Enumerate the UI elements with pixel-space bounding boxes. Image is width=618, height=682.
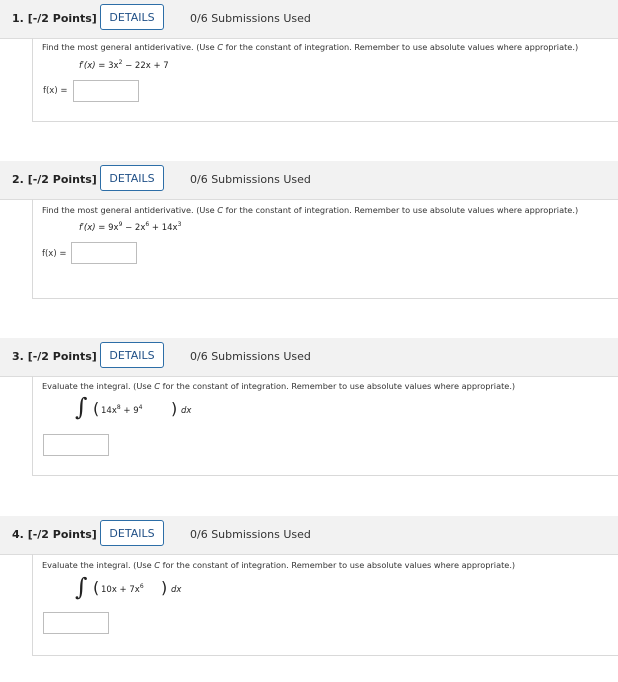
question-3-right-paren: ) (171, 399, 178, 418)
question-1-answer-label: f(x) = (43, 86, 68, 96)
question-4-submissions: 0/6 Submissions Used (190, 528, 311, 541)
question-1-submissions: 0/6 Submissions Used (190, 12, 311, 25)
question-3-dx: dx (181, 406, 192, 416)
question-1-answer-input[interactable] (73, 80, 139, 102)
question-3-integrand: $14x^8 + 9^4$ (101, 404, 143, 416)
question-2-body (32, 199, 618, 299)
question-2-given-function: $f'(x) = 9x^9 - 2x^6 + 14x^3$ (79, 221, 182, 233)
question-1-given-function: $f'(x) = 3x^2 - 22x + 7$ (79, 59, 169, 71)
question-2-header (0, 161, 618, 200)
question-2-title: 2. [-/2 Points] (12, 173, 97, 186)
question-2-details-button[interactable]: DETAILS (100, 165, 164, 191)
question-4-body (32, 554, 618, 656)
question-4-header (0, 516, 618, 555)
question-1-body (32, 38, 618, 122)
question-3-details-button[interactable]: DETAILS (100, 342, 164, 368)
question-2-instruction: Find the most general antiderivative. (Use C for the constant of integration. Remember to use absolute values where appropriate.) (42, 205, 579, 215)
question-4-answer-input[interactable] (43, 612, 109, 634)
question-4-integral-sign: ∫ (75, 573, 88, 601)
question-2-answer-input[interactable] (71, 242, 137, 264)
question-4-left-paren: ( (93, 578, 100, 597)
question-3-answer-input[interactable] (43, 434, 109, 456)
question-4-integrand: $10x + 7x^6$ (101, 583, 144, 595)
question-4-title: 4. [-/2 Points] (12, 528, 97, 541)
question-1-title: 1. [-/2 Points] (12, 12, 97, 25)
question-4-right-paren: ) (161, 578, 168, 597)
question-3-integral-sign: ∫ (75, 393, 88, 421)
question-3-instruction: Evaluate the integral. (Use C for the constant of integration. Remember to use absolute values where appropriate.) (42, 381, 516, 391)
question-3-left-paren: ( (93, 399, 100, 418)
question-2-submissions: 0/6 Submissions Used (190, 173, 311, 186)
question-1-details-button[interactable]: DETAILS (100, 4, 164, 30)
question-3-submissions: 0/6 Submissions Used (190, 350, 311, 363)
question-3-body (32, 376, 618, 476)
question-4-instruction: Evaluate the integral. (Use C for the constant of integration. Remember to use absolute values where appropriate.) (42, 560, 516, 570)
question-1-instruction: Find the most general antiderivative. (Use C for the constant of integration. Remember to use absolute values where appropriate.) (42, 42, 579, 52)
question-3-title: 3. [-/2 Points] (12, 350, 97, 363)
question-2-answer-label: f(x) = (42, 249, 67, 259)
question-1-header (0, 0, 618, 39)
question-4-dx: dx (171, 585, 182, 595)
question-4-details-button[interactable]: DETAILS (100, 520, 164, 546)
question-3-header (0, 338, 618, 377)
